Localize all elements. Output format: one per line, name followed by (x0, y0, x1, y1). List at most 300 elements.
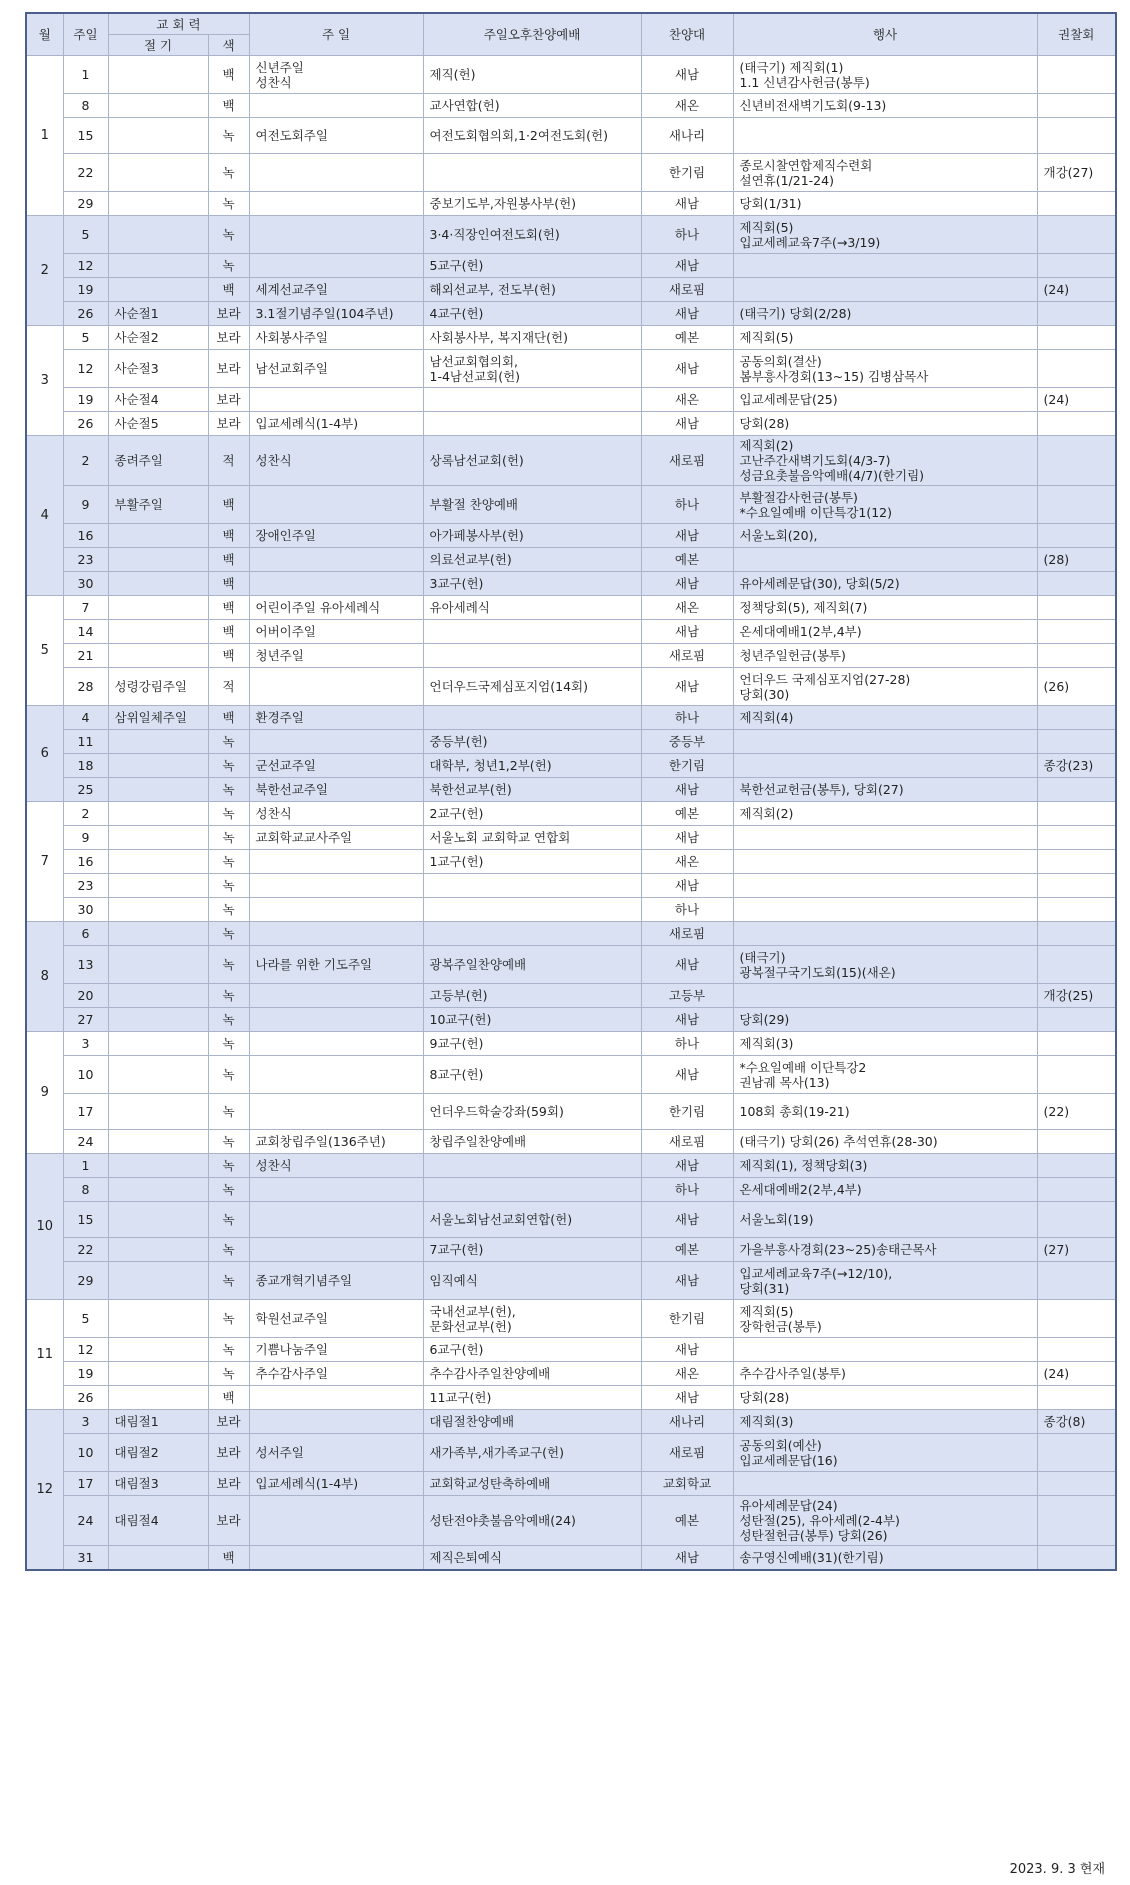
table-row (26, 1362, 1116, 1386)
deacon-meeting-cell (1037, 946, 1116, 984)
event-line: 입교세례교육7주(→3/19) (739, 234, 881, 250)
events-cell (733, 1300, 1037, 1338)
events-cell (733, 486, 1037, 524)
event-line: 제직회(3) (739, 1414, 794, 1429)
cell-line: 장애인주일 (255, 528, 316, 543)
season-cell (108, 620, 208, 644)
week-cell: 15 (63, 1202, 108, 1238)
sunday-cell (249, 278, 423, 302)
liturgical-color-cell: 백 (208, 1546, 249, 1570)
events-cell (733, 1130, 1037, 1154)
deacon-meeting-cell: (28) (1037, 548, 1116, 572)
sunday-cell (249, 706, 423, 730)
table-row (26, 1546, 1116, 1570)
cell-line: 아가페봉사부(헌) (429, 528, 524, 543)
events-cell (733, 1410, 1037, 1434)
table-row (26, 1178, 1116, 1202)
season-cell: 사순절2 (108, 326, 208, 350)
choir-cell: 새나리 (641, 1410, 733, 1434)
liturgical-color-cell: 녹 (208, 1262, 249, 1300)
choir-cell: 새남 (641, 946, 733, 984)
season-cell (108, 946, 208, 984)
sunday-cell (249, 192, 423, 216)
table-row (26, 192, 1116, 216)
events-cell (733, 1262, 1037, 1300)
season-cell (108, 874, 208, 898)
evening-worship-cell (423, 56, 641, 94)
event-line: 공동의회(예산) (739, 1437, 822, 1453)
evening-worship-cell (423, 1154, 641, 1178)
liturgical-color-cell: 보라 (208, 1410, 249, 1434)
month-cell: 2 (26, 216, 63, 326)
evening-worship-cell (423, 278, 641, 302)
liturgical-color-cell: 녹 (208, 1362, 249, 1386)
sunday-cell (249, 1094, 423, 1130)
header-deacon-meeting: 권찰회 (1037, 13, 1116, 56)
table-row (26, 706, 1116, 730)
evening-worship-cell (423, 1472, 641, 1496)
week-cell: 7 (63, 596, 108, 620)
choir-cell: 새남 (641, 620, 733, 644)
liturgical-color-cell: 녹 (208, 192, 249, 216)
liturgical-color-cell: 보라 (208, 1496, 249, 1546)
week-cell: 29 (63, 1262, 108, 1300)
deacon-meeting-cell: 종강(23) (1037, 754, 1116, 778)
deacon-meeting-cell (1037, 1546, 1116, 1570)
evening-worship-cell (423, 254, 641, 278)
evening-worship-cell (423, 1338, 641, 1362)
month-cell: 8 (26, 922, 63, 1032)
event-line: 성탄절헌금(봉투) 당회(26) (739, 1528, 888, 1543)
liturgical-color-cell: 보라 (208, 1434, 249, 1472)
week-cell: 30 (63, 898, 108, 922)
evening-worship-cell (423, 778, 641, 802)
table-row (26, 154, 1116, 192)
week-cell: 26 (63, 302, 108, 326)
deacon-meeting-cell (1037, 644, 1116, 668)
deacon-meeting-cell (1037, 1008, 1116, 1032)
event-line: 언더우드 국제심포지엄(27-28) (739, 671, 911, 687)
cell-line: 입교세례식(1-4부) (255, 1476, 359, 1491)
liturgical-color-cell: 녹 (208, 1178, 249, 1202)
event-line: *수요일예배 이단특강2 (739, 1059, 867, 1075)
evening-worship-cell (423, 802, 641, 826)
cell-line: 세계선교주일 (255, 282, 328, 297)
table-row (26, 1262, 1116, 1300)
events-cell (733, 1386, 1037, 1410)
events-cell (733, 1032, 1037, 1056)
deacon-meeting-cell (1037, 56, 1116, 94)
events-cell (733, 802, 1037, 826)
week-cell: 31 (63, 1546, 108, 1570)
sunday-cell (249, 254, 423, 278)
evening-worship-cell (423, 922, 641, 946)
sunday-cell (249, 850, 423, 874)
liturgical-color-cell: 녹 (208, 984, 249, 1008)
sunday-cell (249, 326, 423, 350)
season-cell: 사순절4 (108, 388, 208, 412)
week-cell: 10 (63, 1056, 108, 1094)
events-cell (733, 524, 1037, 548)
sunday-cell (249, 1238, 423, 1262)
deacon-meeting-cell (1037, 216, 1116, 254)
table-row (26, 302, 1116, 326)
header-color: 색 (208, 35, 249, 56)
event-line: (태극기) 제직회(1) (739, 59, 844, 75)
evening-worship-cell (423, 1008, 641, 1032)
choir-cell: 한기림 (641, 1300, 733, 1338)
events-cell (733, 1056, 1037, 1094)
events-cell (733, 326, 1037, 350)
events-cell (733, 572, 1037, 596)
choir-cell: 새남 (641, 874, 733, 898)
table-row (26, 94, 1116, 118)
season-cell (108, 1130, 208, 1154)
deacon-meeting-cell (1037, 524, 1116, 548)
week-cell: 19 (63, 388, 108, 412)
sunday-cell (249, 754, 423, 778)
deacon-meeting-cell (1037, 1056, 1116, 1094)
table-row (26, 1338, 1116, 1362)
cell-line: 3.1절기념주일(104주년) (255, 306, 394, 321)
sunday-cell (249, 620, 423, 644)
cell-line: 제직(헌) (429, 67, 476, 82)
cell-line: 성서주일 (255, 1445, 304, 1460)
sunday-cell (249, 118, 423, 154)
event-line: 공동의회(결산) (739, 353, 822, 369)
table-row (26, 1202, 1116, 1238)
season-cell (108, 1056, 208, 1094)
sunday-cell (249, 1362, 423, 1386)
evening-worship-cell (423, 668, 641, 706)
choir-cell: 하나 (641, 486, 733, 524)
cell-line: 기쁨나눔주일 (255, 1342, 328, 1357)
season-cell (108, 1178, 208, 1202)
liturgical-color-cell: 백 (208, 1386, 249, 1410)
week-cell: 3 (63, 1410, 108, 1434)
event-line: 제직회(1), 정책당회(3) (739, 1158, 868, 1173)
choir-cell: 새남 (641, 1546, 733, 1570)
event-line: 제직회(5) (739, 219, 794, 235)
evening-worship-cell (423, 572, 641, 596)
table-row (26, 118, 1116, 154)
week-cell: 1 (63, 1154, 108, 1178)
liturgical-color-cell: 보라 (208, 302, 249, 326)
event-line: 부활절감사헌금(봉투) (739, 489, 858, 505)
events-cell (733, 118, 1037, 154)
cell-line: 성찬식 (255, 1158, 292, 1173)
sunday-cell (249, 94, 423, 118)
liturgical-color-cell: 백 (208, 486, 249, 524)
cell-line: 새가족부,새가족교구(헌) (429, 1445, 564, 1460)
week-cell: 2 (63, 802, 108, 826)
evening-worship-cell (423, 94, 641, 118)
choir-cell: 새남 (641, 1008, 733, 1032)
week-cell: 24 (63, 1130, 108, 1154)
events-cell (733, 898, 1037, 922)
evening-worship-cell (423, 1178, 641, 1202)
table-row (26, 1472, 1116, 1496)
table-row (26, 1496, 1116, 1546)
table-row (26, 754, 1116, 778)
season-cell: 삼위일체주일 (108, 706, 208, 730)
sunday-cell (249, 350, 423, 388)
sunday-cell (249, 412, 423, 436)
evening-worship-cell (423, 350, 641, 388)
cell-line: 언더우드학술강좌(59회) (429, 1104, 564, 1119)
liturgical-color-cell: 보라 (208, 1472, 249, 1496)
deacon-meeting-cell (1037, 1262, 1116, 1300)
cell-line: 1교구(헌) (429, 854, 484, 869)
event-line: 청년주일헌금(봉투) (739, 648, 846, 663)
choir-cell: 예본 (641, 1496, 733, 1546)
evening-worship-cell (423, 1130, 641, 1154)
cell-line: 성찬식 (255, 74, 292, 90)
month-cell: 3 (26, 326, 63, 436)
liturgical-color-cell: 녹 (208, 216, 249, 254)
week-cell: 1 (63, 56, 108, 94)
table-row (26, 730, 1116, 754)
season-cell (108, 898, 208, 922)
sunday-cell (249, 898, 423, 922)
event-line: 유아세례문답(24) (739, 1498, 838, 1513)
choir-cell: 새남 (641, 1262, 733, 1300)
evening-worship-cell (423, 706, 641, 730)
cell-line: 교회창립주일(136주년) (255, 1134, 386, 1149)
table-row (26, 1094, 1116, 1130)
event-line: 서울노회(19) (739, 1212, 814, 1227)
week-cell: 3 (63, 1032, 108, 1056)
deacon-meeting-cell: (27) (1037, 1238, 1116, 1262)
liturgical-color-cell: 녹 (208, 922, 249, 946)
deacon-meeting-cell (1037, 1032, 1116, 1056)
liturgical-color-cell: 백 (208, 644, 249, 668)
cell-line: 남선교회협의회, (429, 353, 518, 369)
cell-line: 종교개혁기념주일 (255, 1273, 353, 1288)
choir-cell: 새남 (641, 572, 733, 596)
season-cell (108, 254, 208, 278)
choir-cell: 새남 (641, 1386, 733, 1410)
cell-line: 9교구(헌) (429, 1036, 484, 1051)
table-row (26, 1410, 1116, 1434)
season-cell (108, 154, 208, 192)
event-line: 설연휴(1/21-24) (739, 172, 834, 188)
season-cell (108, 850, 208, 874)
table-row (26, 278, 1116, 302)
sunday-cell (249, 802, 423, 826)
deacon-meeting-cell (1037, 1178, 1116, 1202)
cell-line: 여전도회주일 (255, 128, 328, 143)
deacon-meeting-cell (1037, 826, 1116, 850)
evening-worship-cell (423, 874, 641, 898)
choir-cell: 새남 (641, 56, 733, 94)
season-cell: 대림절1 (108, 1410, 208, 1434)
evening-worship-cell (423, 898, 641, 922)
season-cell (108, 56, 208, 94)
deacon-meeting-cell: (26) (1037, 668, 1116, 706)
liturgical-color-cell: 녹 (208, 1032, 249, 1056)
cell-line: 추수감사주일찬양예배 (429, 1366, 551, 1381)
deacon-meeting-cell: 개강(25) (1037, 984, 1116, 1008)
schedule-container (25, 12, 1115, 1571)
event-line: (태극기) (739, 949, 786, 965)
sunday-cell (249, 216, 423, 254)
sunday-cell (249, 1008, 423, 1032)
liturgical-color-cell: 보라 (208, 350, 249, 388)
event-line: 제직회(2) (739, 438, 794, 453)
deacon-meeting-cell (1037, 1386, 1116, 1410)
sunday-cell (249, 436, 423, 486)
cell-line: 제직은퇴예식 (429, 1549, 502, 1565)
choir-cell: 고등부 (641, 984, 733, 1008)
choir-cell: 새남 (641, 254, 733, 278)
event-line: 고난주간새벽기도회(4/3-7) (739, 453, 891, 468)
season-cell: 대림절2 (108, 1434, 208, 1472)
event-line: 당회(29) (739, 1012, 790, 1027)
liturgical-color-cell: 녹 (208, 1154, 249, 1178)
deacon-meeting-cell (1037, 620, 1116, 644)
season-cell (108, 1362, 208, 1386)
week-cell: 18 (63, 754, 108, 778)
header-evening-worship: 주일오후찬양예배 (423, 13, 641, 56)
cell-line: 청년주일 (255, 648, 304, 663)
table-row (26, 620, 1116, 644)
cell-line: 부활절 찬양예배 (429, 497, 518, 512)
choir-cell: 새온 (641, 388, 733, 412)
season-cell (108, 754, 208, 778)
events-cell (733, 412, 1037, 436)
events-cell (733, 984, 1037, 1008)
evening-worship-cell (423, 850, 641, 874)
cell-line: 사회봉사부, 복지재단(헌) (429, 330, 568, 345)
sunday-cell (249, 874, 423, 898)
evening-worship-cell (423, 1262, 641, 1300)
month-cell: 5 (26, 596, 63, 706)
evening-worship-cell (423, 118, 641, 154)
evening-worship-cell (423, 596, 641, 620)
cell-line: 북한선교부(헌) (429, 782, 512, 797)
cell-line: 임직예식 (429, 1273, 478, 1288)
event-line: 108회 총회(19-21) (739, 1104, 850, 1119)
season-cell: 성령강림주일 (108, 668, 208, 706)
deacon-meeting-cell (1037, 706, 1116, 730)
evening-worship-cell (423, 1238, 641, 1262)
cell-line: 교회학교교사주일 (255, 830, 353, 845)
season-cell (108, 730, 208, 754)
season-cell: 사순절5 (108, 412, 208, 436)
table-row (26, 56, 1116, 94)
cell-line: 8교구(헌) (429, 1067, 484, 1082)
sunday-cell (249, 1032, 423, 1056)
choir-cell: 새온 (641, 94, 733, 118)
season-cell (108, 1154, 208, 1178)
week-cell: 15 (63, 118, 108, 154)
events-cell (733, 154, 1037, 192)
choir-cell: 한기림 (641, 754, 733, 778)
choir-cell: 새로핌 (641, 922, 733, 946)
evening-worship-cell (423, 730, 641, 754)
deacon-meeting-cell (1037, 922, 1116, 946)
choir-cell: 새로핌 (641, 436, 733, 486)
choir-cell: 새로핌 (641, 644, 733, 668)
week-cell: 2 (63, 436, 108, 486)
evening-worship-cell (423, 388, 641, 412)
events-cell (733, 1178, 1037, 1202)
choir-cell: 새남 (641, 302, 733, 326)
week-cell: 28 (63, 668, 108, 706)
choir-cell: 하나 (641, 1032, 733, 1056)
event-line: 성금요촛불음악예배(4/7)(한기림) (739, 468, 925, 483)
liturgical-color-cell: 녹 (208, 154, 249, 192)
season-cell (108, 1546, 208, 1570)
deacon-meeting-cell (1037, 596, 1116, 620)
evening-worship-cell (423, 154, 641, 192)
cell-line: 중등부(헌) (429, 734, 488, 749)
sunday-cell (249, 1338, 423, 1362)
sunday-cell (249, 984, 423, 1008)
table-row (26, 412, 1116, 436)
deacon-meeting-cell (1037, 874, 1116, 898)
cell-line: 5교구(헌) (429, 258, 484, 273)
liturgical-color-cell: 녹 (208, 1094, 249, 1130)
table-row (26, 898, 1116, 922)
season-cell (108, 572, 208, 596)
liturgical-color-cell: 백 (208, 56, 249, 94)
table-row (26, 350, 1116, 388)
choir-cell: 새남 (641, 1154, 733, 1178)
cell-line: 입교세례식(1-4부) (255, 416, 359, 431)
table-row (26, 1238, 1116, 1262)
season-cell (108, 1094, 208, 1130)
events-cell (733, 826, 1037, 850)
week-cell: 16 (63, 524, 108, 548)
events-cell (733, 644, 1037, 668)
events-cell (733, 548, 1037, 572)
event-line: 유아세례문답(30), 당회(5/2) (739, 576, 900, 591)
evening-worship-cell (423, 1094, 641, 1130)
event-line: 제직회(2) (739, 806, 794, 821)
choir-cell: 새로핌 (641, 1434, 733, 1472)
table-row (26, 946, 1116, 984)
as-of-date: 2023. 9. 3 현재 (1009, 1862, 1105, 1877)
cell-line: 서울노회남선교회연합(헌) (429, 1212, 573, 1227)
table-row (26, 1008, 1116, 1032)
table-row (26, 668, 1116, 706)
sunday-cell (249, 946, 423, 984)
sunday-cell (249, 1178, 423, 1202)
deacon-meeting-cell (1037, 436, 1116, 486)
liturgical-color-cell: 적 (208, 668, 249, 706)
choir-cell: 새나리 (641, 118, 733, 154)
table-row (26, 524, 1116, 548)
sunday-cell (249, 388, 423, 412)
week-cell: 19 (63, 1362, 108, 1386)
event-line: 종로시찰연합제직수련회 (739, 157, 873, 173)
cell-line: 상록남선교회(헌) (429, 453, 524, 468)
season-cell (108, 524, 208, 548)
events-cell (733, 1496, 1037, 1546)
week-cell: 5 (63, 326, 108, 350)
table-row (26, 486, 1116, 524)
season-cell (108, 216, 208, 254)
week-cell: 16 (63, 850, 108, 874)
evening-worship-cell (423, 1300, 641, 1338)
choir-cell: 하나 (641, 706, 733, 730)
liturgical-color-cell: 녹 (208, 730, 249, 754)
choir-cell: 새로핌 (641, 278, 733, 302)
event-line: 당회(30) (739, 686, 790, 702)
event-line: 당회(1/31) (739, 196, 802, 211)
